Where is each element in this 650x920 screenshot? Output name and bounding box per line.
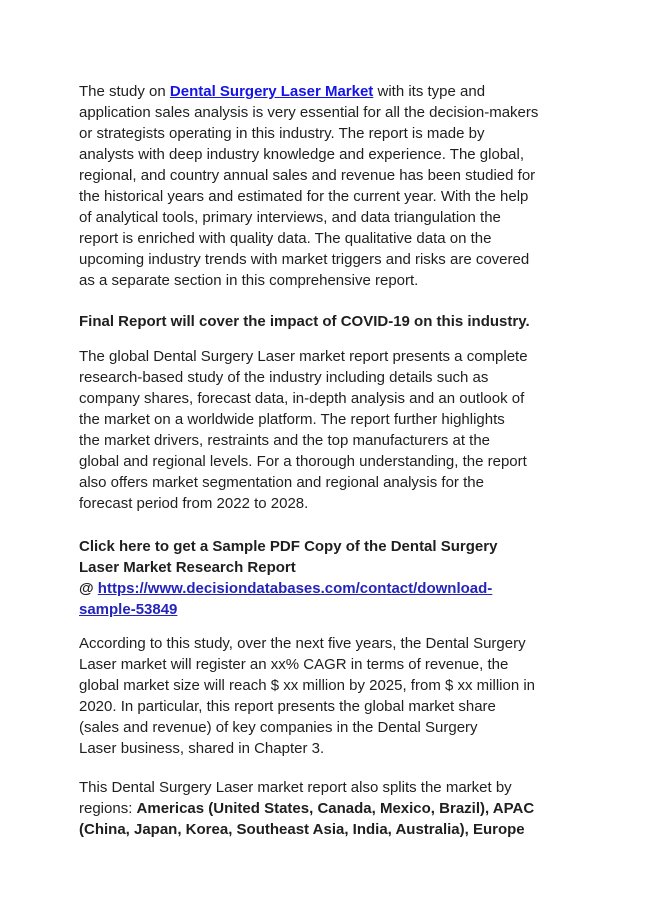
- sample-download-link[interactable]: https://www.decisiondatabases.com/contact/download-: [97, 580, 493, 597]
- text-line: [79, 599, 584, 620]
- text-run: the market drivers, restraints and the top manufacturers at the: [79, 432, 491, 449]
- document-content: [79, 81, 584, 840]
- text-run: Laser Market Research Report: [79, 559, 296, 576]
- text-run: as a separate section in this comprehensive report.: [79, 272, 419, 289]
- text-run: analysts with deep industry knowledge and experience. The global,: [79, 146, 525, 163]
- overview-paragraph: [79, 346, 584, 514]
- text-line: [79, 472, 584, 493]
- text-line: [79, 165, 584, 186]
- dental-surgery-laser-market-link[interactable]: Dental Surgery Laser Market: [169, 83, 374, 100]
- text-run: @: [79, 580, 98, 597]
- text-run: also offers market segmentation and regional analysis for the: [79, 474, 484, 491]
- sample-download-link[interactable]: sample-53849: [79, 601, 178, 618]
- text-line: [79, 654, 584, 675]
- text-run: company shares, forecast data, in-depth analysis and an outlook of: [79, 390, 525, 407]
- text-line: [79, 696, 584, 717]
- text-run: Laser market will register an xx% CAGR in terms of revenue, the: [79, 656, 509, 673]
- text-line: [79, 311, 584, 332]
- text-line: [79, 367, 584, 388]
- regions-paragraph: [79, 777, 584, 840]
- text-run: Laser business, shared in Chapter 3.: [79, 740, 325, 757]
- text-run: the historical years and estimated for the current year. With the help: [79, 188, 529, 205]
- text-line: [79, 430, 584, 451]
- text-line: [79, 102, 584, 123]
- text-line: [79, 123, 584, 144]
- text-line: [79, 409, 584, 430]
- text-run: Final Report will cover the impact of COVID-19 on this industry.: [79, 313, 530, 330]
- text-line: [79, 388, 584, 409]
- text-run: global market size will reach $ xx million by 2025, from $ xx million in: [79, 677, 536, 694]
- text-run: Click here to get a Sample PDF Copy of the Dental Surgery: [79, 538, 498, 555]
- text-run: research-based study of the industry including details such as: [79, 369, 489, 386]
- text-run: upcoming industry trends with market triggers and risks are covered: [79, 251, 530, 268]
- text-run: This Dental Surgery Laser market report also splits the market by: [79, 779, 512, 796]
- study-paragraph: [79, 633, 584, 759]
- text-run: application sales analysis is very essential for all the decision-makers: [79, 104, 539, 121]
- text-line: [79, 186, 584, 207]
- text-line: [79, 675, 584, 696]
- text-line: [79, 144, 584, 165]
- text-line: [79, 249, 584, 270]
- text-line: [79, 717, 584, 738]
- text-line: [79, 633, 584, 654]
- text-line: [79, 557, 584, 578]
- text-line: [79, 207, 584, 228]
- text-run: with its type and: [373, 83, 486, 100]
- text-line: [79, 819, 584, 840]
- text-line: [79, 738, 584, 759]
- text-run: Americas (United States, Canada, Mexico, Brazil), APAC: [136, 800, 535, 817]
- text-run: The global Dental Surgery Laser market report presents a complete: [79, 348, 528, 365]
- text-run: According to this study, over the next five years, the Dental Surgery: [79, 635, 526, 652]
- text-run: or strategists operating in this industry. The report is made by: [79, 125, 485, 142]
- text-run: global and regional levels. For a thorough understanding, the report: [79, 453, 527, 470]
- text-run: 2020. In particular, this report presents the global market share: [79, 698, 496, 715]
- text-line: [79, 777, 584, 798]
- text-run: of analytical tools, primary interviews, and data triangulation the: [79, 209, 501, 226]
- text-line: [79, 578, 584, 599]
- text-line: [79, 81, 584, 102]
- intro-paragraph: [79, 81, 584, 291]
- text-line: [79, 536, 584, 557]
- sample-copy-heading: [79, 536, 584, 620]
- text-run: regional, and country annual sales and revenue has been studied for: [79, 167, 536, 184]
- text-line: [79, 228, 584, 249]
- text-run: (sales and revenue) of key companies in the Dental Surgery: [79, 719, 478, 736]
- text-run: the market on a worldwide platform. The report further highlights: [79, 411, 505, 428]
- text-line: [79, 493, 584, 514]
- text-run: report is enriched with quality data. The qualitative data on the: [79, 230, 492, 247]
- text-line: [79, 798, 584, 819]
- text-run: regions:: [79, 800, 137, 817]
- text-run: The study on: [79, 83, 170, 100]
- covid-note: [79, 311, 584, 332]
- text-run: (China, Japan, Korea, Southeast Asia, India, Australia), Europe: [79, 821, 525, 838]
- text-run: forecast period from 2022 to 2028.: [79, 495, 309, 512]
- text-line: [79, 451, 584, 472]
- text-line: [79, 346, 584, 367]
- text-line: [79, 270, 584, 291]
